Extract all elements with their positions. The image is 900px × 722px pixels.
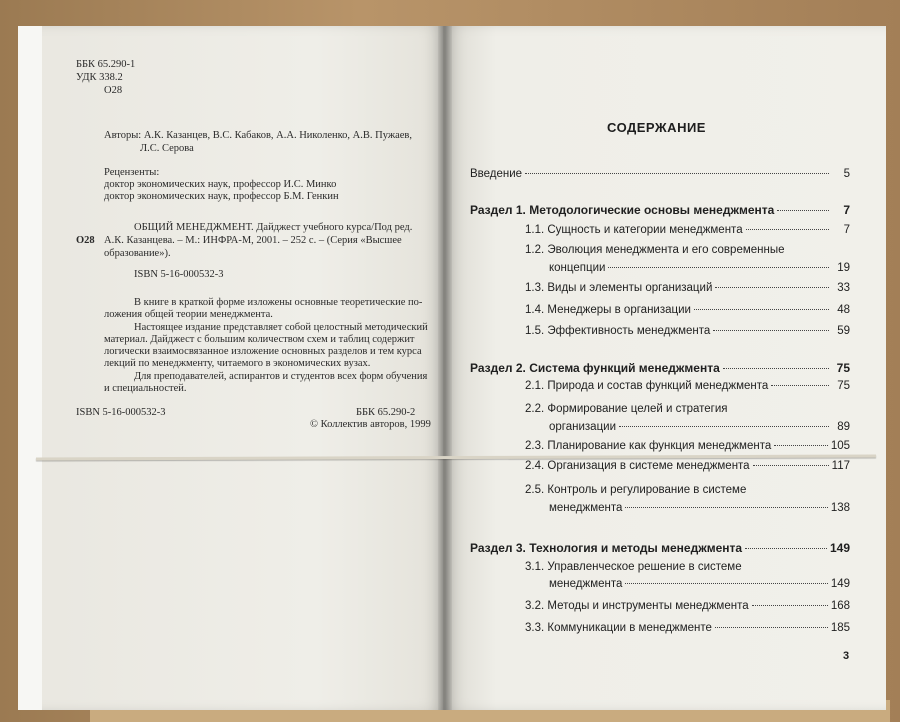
toc-page: 7 <box>843 224 850 236</box>
right-page <box>443 26 886 710</box>
toc-label: 2.4. Организация в системе менеджмента <box>525 460 750 472</box>
bbk-code: ББК 65.290-1 <box>76 59 136 70</box>
book-gutter <box>438 26 452 710</box>
toc-page: 7 <box>843 203 850 217</box>
open-book <box>18 26 886 710</box>
isbn-bottom: ISBN 5-16-000532-3 <box>76 407 166 418</box>
left-page <box>18 26 443 710</box>
annotation-text: и специальностей. <box>104 383 187 394</box>
annotation-text: материал. Дайджест с большим количеством схем и таблиц содержит <box>104 334 415 345</box>
toc-entry <box>525 380 850 392</box>
annotation-text: Для преподавателей, аспирантов и студентов всех форм обучения <box>134 371 428 382</box>
toc-page: 59 <box>837 325 850 337</box>
bibliographic-entry: образование»). <box>104 248 171 259</box>
toc-label: 1.1. Сущность и категории менеджмента <box>525 224 743 236</box>
toc-entry <box>525 282 850 294</box>
toc-entry-line: 3.1. Управленческое решение в системе <box>525 561 742 573</box>
toc-page: 185 <box>830 622 850 634</box>
toc-label: Введение <box>470 168 523 180</box>
toc-label: 1.4. Менеджеры в организации <box>525 304 691 316</box>
toc-page: 168 <box>830 600 850 612</box>
toc-entry <box>549 421 850 433</box>
toc-entry-line: 1.2. Эволюция менеджмента и его современные <box>525 244 785 256</box>
copyright: © Коллектив авторов, 1999 <box>310 419 431 430</box>
toc-label: Раздел 3. Технология и методы менеджмента <box>470 541 743 555</box>
bbk-bottom: ББК 65.290-2 <box>356 407 416 418</box>
toc-label: 2.3. Планирование как функция менеджмента <box>525 440 772 452</box>
toc-page: 48 <box>837 304 850 316</box>
annotation-text: лекций по менеджменту, читаемого в экономических вузах. <box>104 358 371 369</box>
bibliographic-entry: А.К. Казанцева. – М.: ИНФРА-М, 2001. – 252 с. – (Серия «Высшее <box>104 235 402 246</box>
toc-page: 33 <box>837 282 850 294</box>
annotation-text: ложения общей теории менеджмента. <box>104 309 273 320</box>
toc-section <box>470 541 850 555</box>
toc-label: организации <box>549 421 617 433</box>
toc-entry <box>549 578 850 590</box>
toc-page: 138 <box>830 502 850 514</box>
toc-page: 75 <box>837 380 850 392</box>
reviewer: доктор экономических наук, профессор И.С. Минко <box>104 179 337 190</box>
toc-page: 149 <box>829 541 850 555</box>
bibliographic-entry: ОБЩИЙ МЕНЕДЖМЕНТ. Дайджест учебного курса/Под ред. <box>134 222 413 233</box>
authors: Авторы: А.К. Казанцев, В.С. Кабаков, А.А. Николенко, А.В. Пужаев, <box>104 130 412 141</box>
toc-entry <box>525 224 850 236</box>
toc-page: 149 <box>830 578 850 590</box>
toc-entry <box>525 600 850 612</box>
udk-code: УДК 338.2 <box>76 72 123 83</box>
toc-label: концепции <box>549 262 606 274</box>
toc-label: 2.1. Природа и состав функций менеджмента <box>525 380 769 392</box>
toc-label: 1.3. Виды и элементы организаций <box>525 282 713 294</box>
toc-entry <box>525 304 850 316</box>
authors-continued: Л.С. Серова <box>140 143 194 154</box>
toc-page: 117 <box>831 460 850 472</box>
toc-entry-line: 2.2. Формирование целей и стратегия <box>525 403 728 415</box>
toc-entry <box>470 168 850 180</box>
page-number: 3 <box>843 650 850 662</box>
toc-entry <box>525 325 850 337</box>
toc-page: 89 <box>837 421 850 433</box>
toc-section <box>470 203 850 217</box>
toc-entry <box>525 622 850 634</box>
annotation-text: Настоящее издание представляет собой целостный методический <box>134 322 428 333</box>
toc-label: Раздел 2. Система функций менеджмента <box>470 361 720 375</box>
catalog-code: О28 <box>76 235 95 246</box>
toc-label: менеджмента <box>549 502 623 514</box>
toc-entry <box>525 440 850 452</box>
toc-entry <box>549 262 850 274</box>
toc-entry <box>525 460 850 472</box>
page-title: СОДЕРЖАНИЕ <box>607 120 706 135</box>
toc-label: менеджмента <box>549 578 623 590</box>
toc-label: 1.5. Эффективность менеджмента <box>525 325 711 337</box>
author-code: О28 <box>104 85 123 96</box>
toc-entry-line: 2.5. Контроль и регулирование в системе <box>525 484 747 496</box>
isbn: ISBN 5-16-000532-3 <box>134 269 224 280</box>
toc-label: 3.2. Методы и инструменты менеджмента <box>525 600 749 612</box>
toc-page: 5 <box>843 168 850 180</box>
toc-page: 75 <box>836 361 850 375</box>
toc-label: Раздел 1. Методологические основы менеджмента <box>470 203 775 217</box>
toc-label: 3.3. Коммуникации в менеджменте <box>525 622 712 634</box>
toc-page: 19 <box>837 262 850 274</box>
toc-section <box>470 361 850 375</box>
annotation-text: логически взаимосвязанное изложение основных разделов и тем курса <box>104 346 422 357</box>
reviewers-label: Рецензенты: <box>104 167 160 178</box>
toc-page: 105 <box>830 440 850 452</box>
annotation-text: В книге в краткой форме изложены основные теоретические по- <box>134 297 423 308</box>
toc-entry <box>549 502 850 514</box>
page-edge <box>18 26 42 710</box>
reviewer: доктор экономических наук, профессор Б.М. Генкин <box>104 191 339 202</box>
